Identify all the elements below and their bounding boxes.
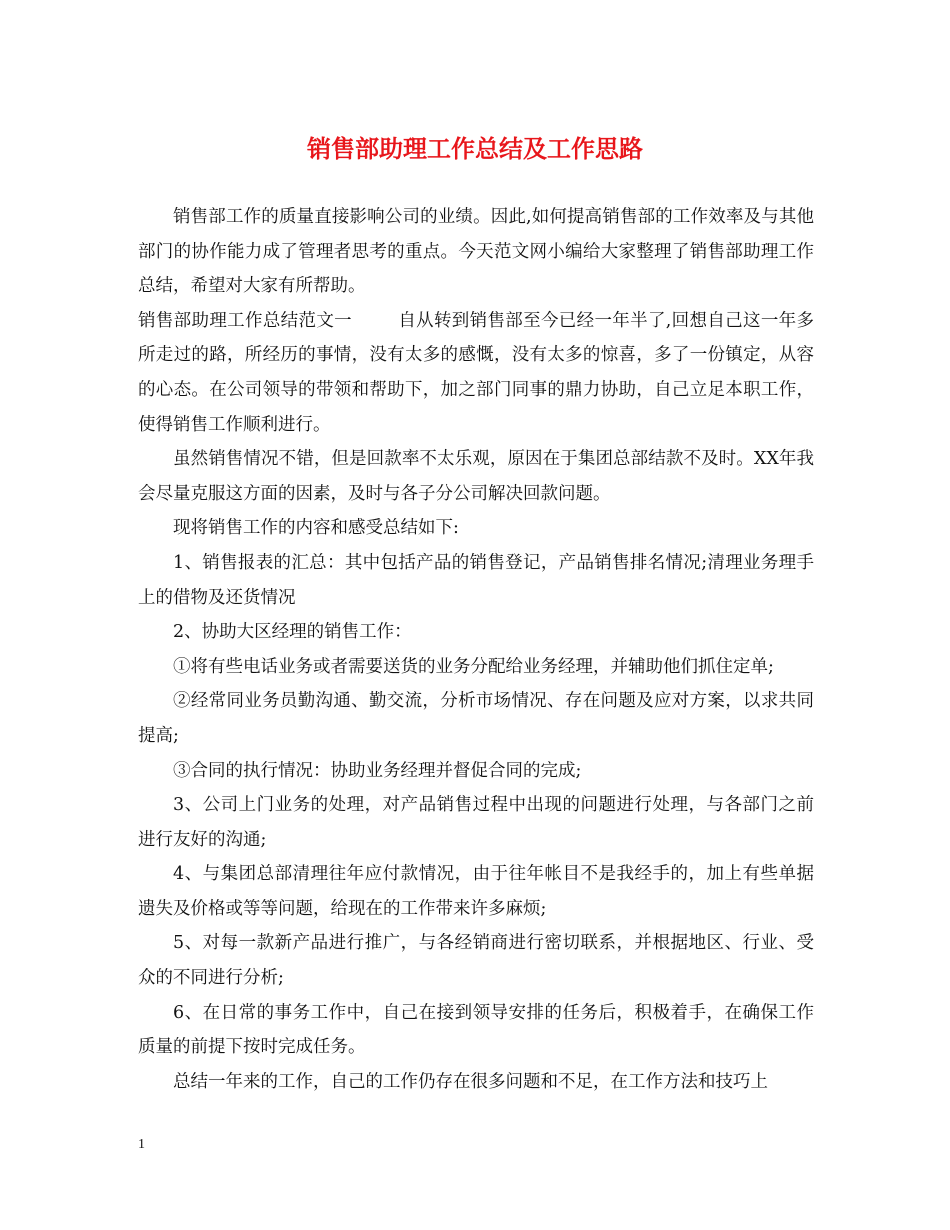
- sub-list-item: ②经常同业务员勤沟通、勤交流，分析市场情况、存在问题及应对方案，以求共同提高;: [138, 691, 814, 746]
- section-paragraph: [138, 304, 814, 442]
- intro-paragraph: 销售部工作的质量直接影响公司的业绩。因此,如何提高销售部的工作效率及与其他部门的协作能力成了管理者思考的重点。今天范文网小编给大家整理了销售部助理工作总结，希望对大家有所帮助。: [138, 207, 814, 297]
- document-body: [138, 200, 814, 1099]
- list-item: 2、协助大区经理的销售工作：: [173, 622, 412, 643]
- list-item: 6、在日常的事务工作中，自己在接到领导安排的任务后，积极着手，在确保工作质量的前提下按时完成任务。: [138, 1002, 814, 1058]
- document-title: 销售部助理工作总结及工作思路: [307, 134, 643, 163]
- body-paragraph: 总结一年来的工作，自己的工作仍存在很多问题和不足，在工作方法和技巧上: [173, 1071, 768, 1092]
- list-item: 1、销售报表的汇总：其中包括产品的销售登记，产品销售排名情况;清理业务理手上的借物及还货情况: [138, 552, 814, 608]
- list-item: 3、公司上门业务的处理，对产品销售过程中出现的问题进行处理，与各部门之前进行友好的沟通;: [138, 795, 814, 850]
- list-item: 4、与集团总部清理往年应付款情况，由于往年帐目不是我经手的，加上有些单据遗失及价格或等等问题，给现在的工作带来许多麻烦;: [138, 864, 814, 919]
- section-heading: 销售部助理工作总结范文一: [138, 310, 352, 331]
- body-paragraph: 虽然销售情况不错，但是回款率不太乐观，原因在于集团总部结款不及时。XX年我会尽量克服这方面的因素，及时与各子分公司解决回款问题。: [138, 449, 814, 504]
- section-first-text: 自从转到销售部至今已经一年半了,回想自己这一年多所走过的路，所经历的事情，没有太多的感慨，没有太多的惊喜，多了一份镇定，从容的心态。在公司领导的带领和帮助下，加之部门同事的鼎力协助，自己立足本职工作，使得销售工作顺利进行。: [138, 310, 815, 435]
- sub-list-item: ①将有些电话业务或者需要送货的业务分配给业务经理，并辅助他们抓住定单;: [173, 656, 774, 677]
- list-item: 5、对每一款新产品进行推广，与各经销商进行密切联系，并根据地区、行业、受众的不同进行分析;: [138, 933, 814, 989]
- body-paragraph: 现将销售工作的内容和感受总结如下:: [173, 518, 459, 539]
- sub-list-item: ③合同的执行情况：协助业务经理并督促合同的完成;: [173, 760, 582, 781]
- page-number: 1: [138, 1137, 145, 1152]
